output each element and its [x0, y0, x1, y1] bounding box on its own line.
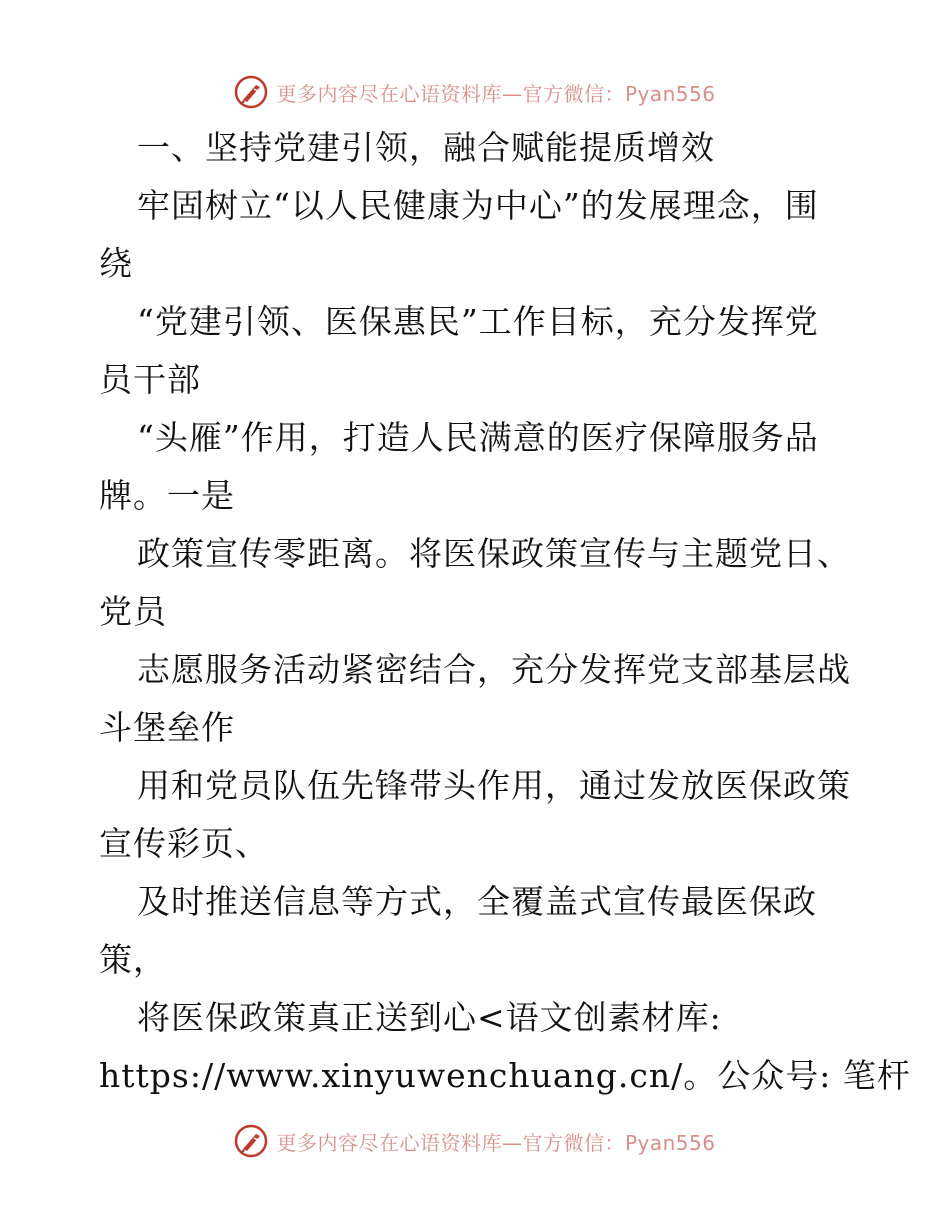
paragraph-line: 及时推送信息等方式，全覆盖式宣传最医保政	[137, 882, 817, 921]
watermark-text: 更多内容尽在心语资料库—官方微信：Pyan556	[276, 1130, 716, 1155]
paragraph-line: 牌。一是	[99, 476, 235, 515]
paragraph-line: “党建引领、医保惠民”工作目标，充分发挥党	[137, 302, 819, 341]
paragraph-line: 斗堡垒作	[99, 708, 235, 747]
paragraph-line: 牢固树立“以人民健康为中心”的发展理念，围	[137, 186, 819, 225]
footer-watermark	[0, 1121, 950, 1161]
paragraph-line: 政策宣传零距离。将医保政策宣传与主题党日、	[137, 534, 851, 573]
quill-pen-logo-icon	[234, 1124, 268, 1158]
paragraph-line: “头雁”作用，打造人民满意的医疗保障服务品	[137, 418, 819, 457]
paragraph-line: 党员	[99, 592, 167, 631]
paragraph-line: 志愿服务活动紧密结合，充分发挥党支部基层战	[137, 650, 851, 689]
header-watermark	[0, 72, 950, 112]
paragraph-line: 将医保政策真正送到心<语文创素材库:	[137, 998, 722, 1037]
quill-pen-logo-icon	[234, 75, 268, 109]
paragraph-line: 策，	[99, 940, 167, 979]
paragraph-line: 绕	[99, 244, 133, 283]
paragraph-line-url: https://www.xinyuwenchuang.cn/。公众号: 笔杆	[99, 1056, 911, 1095]
paragraph-line: 员干部	[99, 360, 201, 399]
watermark-text: 更多内容尽在心语资料库—官方微信：Pyan556	[276, 81, 716, 106]
section-heading: 一、坚持党建引领，融合赋能提质增效	[137, 128, 715, 167]
paragraph-line: 用和党员队伍先锋带头作用，通过发放医保政策	[137, 766, 851, 805]
paragraph-line: 宣传彩页、	[99, 824, 269, 863]
